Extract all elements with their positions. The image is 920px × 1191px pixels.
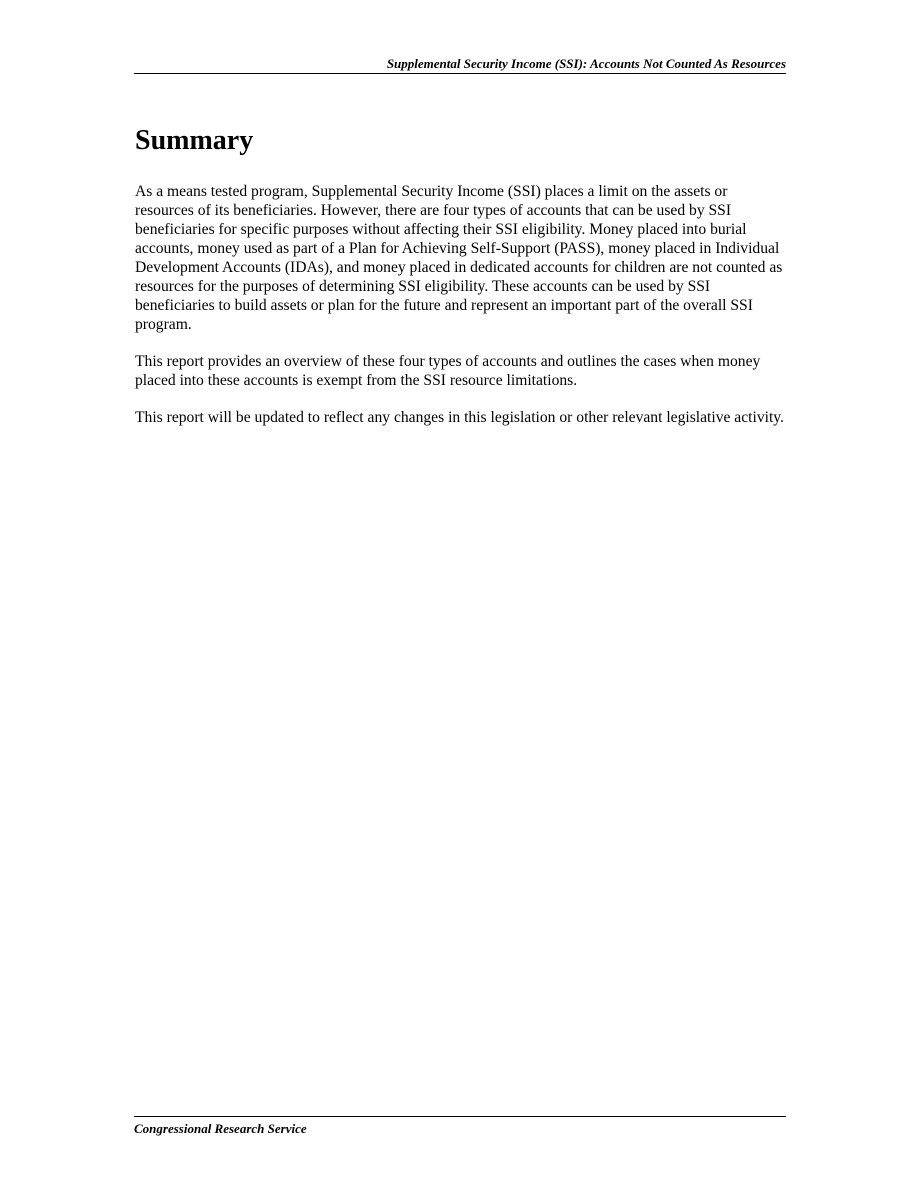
summary-paragraph-3: This report will be updated to reflect any changes in this legislation or other relevant legislative activity. (135, 409, 784, 426)
running-footer: Congressional Research Service (134, 1116, 786, 1137)
summary-paragraph-2: This report provides an overview of these four types of accounts and outlines the cases when money placed into these accounts is exempt from the SSI resource limitations. (135, 353, 761, 389)
summary-section (135, 120, 787, 445)
running-header: Supplemental Security Income (SSI): Accounts Not Counted As Resources (134, 56, 786, 74)
summary-paragraph-1: As a means tested program, Supplemental Security Income (SSI) places a limit on the assets or resources of its beneficiaries. However, there are four types of accounts that can be used by SSI beneficiaries for specific purposes without affecting their SSI eligibility. Money placed into burial accounts, money used as part of a Plan for Achieving Self-Support (PASS), money placed in Individual Development Accounts (IDAs), and money placed in dedicated accounts for children are not counted as resources for the purposes of determining SSI eligibility. These accounts can be used by SSI beneficiaries to build assets or plan for the future and represent an important part of the overall SSI program. (135, 183, 783, 333)
page-title: Summary (135, 125, 254, 156)
